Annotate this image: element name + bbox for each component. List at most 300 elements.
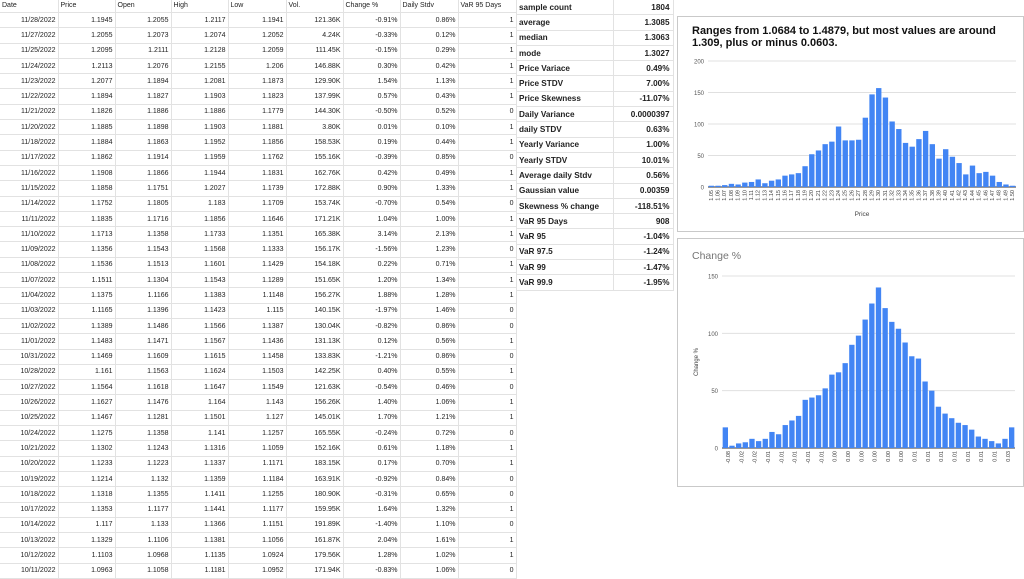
cell[interactable]: 156.27K xyxy=(286,288,343,303)
cell[interactable]: 0 xyxy=(458,380,516,395)
cell[interactable]: 1.133 xyxy=(115,517,171,532)
cell[interactable]: 1.1358 xyxy=(115,426,171,441)
cell[interactable]: 1 xyxy=(458,273,516,288)
cell[interactable]: 1.1823 xyxy=(228,89,286,104)
stat-value[interactable]: 0.63% xyxy=(613,122,673,137)
cell[interactable]: 1.46% xyxy=(400,303,458,318)
stat-label[interactable]: VaR 99 xyxy=(516,260,613,275)
cell[interactable]: 1.1884 xyxy=(58,135,115,150)
column-header[interactable]: High xyxy=(171,0,228,13)
cell[interactable]: -0.33% xyxy=(343,28,400,43)
cell[interactable]: 1.1467 xyxy=(58,410,115,425)
cell[interactable]: 179.56K xyxy=(286,548,343,563)
cell[interactable]: 1.32% xyxy=(400,502,458,517)
cell[interactable]: 1.40% xyxy=(343,395,400,410)
cell[interactable]: -1.56% xyxy=(343,242,400,257)
cell[interactable]: 10/24/2022 xyxy=(0,426,58,441)
cell[interactable]: 1.1886 xyxy=(171,104,228,119)
cell[interactable]: 1.1243 xyxy=(115,441,171,456)
cell[interactable]: 1.1483 xyxy=(58,334,115,349)
cell[interactable]: 1.1762 xyxy=(228,150,286,165)
cell[interactable]: 1.10% xyxy=(400,517,458,532)
cell[interactable]: 1.1752 xyxy=(58,196,115,211)
change-histogram-chart[interactable] xyxy=(677,238,1024,487)
cell[interactable]: 1 xyxy=(458,165,516,180)
cell[interactable]: 1.1171 xyxy=(228,456,286,471)
cell[interactable]: 1.1898 xyxy=(115,120,171,135)
cell[interactable]: 1.1894 xyxy=(58,89,115,104)
cell[interactable]: 11/14/2022 xyxy=(0,196,58,211)
cell[interactable]: 1.1618 xyxy=(115,380,171,395)
cell[interactable]: 1.117 xyxy=(58,517,115,532)
cell[interactable]: 1.1709 xyxy=(228,196,286,211)
cell[interactable]: 10/17/2022 xyxy=(0,502,58,517)
cell[interactable]: 0.65% xyxy=(400,487,458,502)
cell[interactable]: 1.1733 xyxy=(171,227,228,242)
stat-label[interactable]: average xyxy=(516,15,613,30)
stat-value[interactable]: 10.01% xyxy=(613,152,673,167)
cell[interactable]: 1.13% xyxy=(400,74,458,89)
cell[interactable]: 0.86% xyxy=(400,349,458,364)
cell[interactable]: 0 xyxy=(458,426,516,441)
cell[interactable]: 1.1436 xyxy=(228,334,286,349)
cell[interactable]: 1.1166 xyxy=(115,288,171,303)
cell[interactable]: 1 xyxy=(458,533,516,548)
cell[interactable]: 1.1383 xyxy=(171,288,228,303)
cell[interactable]: 1.2128 xyxy=(171,43,228,58)
cell[interactable]: 1.88% xyxy=(343,288,400,303)
cell[interactable]: 1.1863 xyxy=(115,135,171,150)
cell[interactable]: 1.2074 xyxy=(171,28,228,43)
cell[interactable]: 1 xyxy=(458,502,516,517)
stat-label[interactable]: VaR 99.9 xyxy=(516,275,613,290)
cell[interactable]: 1.23% xyxy=(400,242,458,257)
cell[interactable]: 11/25/2022 xyxy=(0,43,58,58)
stat-value[interactable]: 0.49% xyxy=(613,61,673,76)
cell[interactable]: -1.40% xyxy=(343,517,400,532)
cell[interactable]: 10/28/2022 xyxy=(0,364,58,379)
cell[interactable]: 10/12/2022 xyxy=(0,548,58,563)
cell[interactable]: 1 xyxy=(458,74,516,89)
cell[interactable]: 1.1646 xyxy=(228,211,286,226)
stat-label[interactable]: mode xyxy=(516,45,613,60)
cell[interactable]: 0.30% xyxy=(343,58,400,73)
cell[interactable]: 11/07/2022 xyxy=(0,273,58,288)
cell[interactable]: 1.04% xyxy=(343,211,400,226)
cell[interactable]: 154.18K xyxy=(286,257,343,272)
cell[interactable]: 0 xyxy=(458,517,516,532)
cell[interactable]: 1.2095 xyxy=(58,43,115,58)
cell[interactable]: 1 xyxy=(458,227,516,242)
cell[interactable]: 11/27/2022 xyxy=(0,28,58,43)
cell[interactable]: 10/11/2022 xyxy=(0,563,58,578)
cell[interactable]: 1.1914 xyxy=(115,150,171,165)
cell[interactable]: 1.1056 xyxy=(228,533,286,548)
cell[interactable]: 1.141 xyxy=(171,426,228,441)
cell[interactable]: 1.34% xyxy=(400,273,458,288)
cell[interactable]: 1.02% xyxy=(400,548,458,563)
cell[interactable]: 1.2117 xyxy=(171,13,228,28)
cell[interactable]: 1.1513 xyxy=(115,257,171,272)
cell[interactable]: 3.80K xyxy=(286,120,343,135)
cell[interactable]: 1.1429 xyxy=(228,257,286,272)
cell[interactable]: -0.31% xyxy=(343,487,400,502)
stat-label[interactable]: Price Variace xyxy=(516,61,613,76)
cell[interactable]: 1.1177 xyxy=(115,502,171,517)
cell[interactable]: 0.40% xyxy=(343,364,400,379)
cell[interactable]: 1.21% xyxy=(400,410,458,425)
cell[interactable]: 1.1615 xyxy=(171,349,228,364)
stat-value[interactable]: -11.07% xyxy=(613,91,673,106)
cell[interactable]: 1.2081 xyxy=(171,74,228,89)
cell[interactable]: 1.2077 xyxy=(58,74,115,89)
cell[interactable]: 10/26/2022 xyxy=(0,395,58,410)
cell[interactable]: 1.28% xyxy=(343,548,400,563)
cell[interactable]: 10/18/2022 xyxy=(0,487,58,502)
cell[interactable]: 1 xyxy=(458,28,516,43)
cell[interactable]: 0.43% xyxy=(400,89,458,104)
cell[interactable]: 151.65K xyxy=(286,273,343,288)
cell[interactable]: 1.1881 xyxy=(228,120,286,135)
cell[interactable]: 1.1396 xyxy=(115,303,171,318)
cell[interactable]: 1.20% xyxy=(343,273,400,288)
cell[interactable]: 1 xyxy=(458,13,516,28)
cell[interactable]: 1.1353 xyxy=(58,502,115,517)
cell[interactable]: 1.1318 xyxy=(58,487,115,502)
cell[interactable]: 1.2113 xyxy=(58,58,115,73)
cell[interactable]: 1 xyxy=(458,410,516,425)
stat-label[interactable]: Gaussian value xyxy=(516,183,613,198)
stat-value[interactable]: -1.47% xyxy=(613,260,673,275)
cell[interactable]: 162.76K xyxy=(286,165,343,180)
cell[interactable]: 11/24/2022 xyxy=(0,58,58,73)
column-header[interactable]: Change % xyxy=(343,0,400,13)
cell[interactable]: 1.0968 xyxy=(115,548,171,563)
stat-value[interactable]: 1.3085 xyxy=(613,15,673,30)
cell[interactable]: 1.1214 xyxy=(58,471,115,486)
cell[interactable]: 1.1106 xyxy=(115,533,171,548)
cell[interactable]: 1 xyxy=(458,456,516,471)
cell[interactable]: 1 xyxy=(458,135,516,150)
cell[interactable]: 10/19/2022 xyxy=(0,471,58,486)
cell[interactable]: 11/01/2022 xyxy=(0,334,58,349)
cell[interactable]: 3.14% xyxy=(343,227,400,242)
cell[interactable]: 1.2073 xyxy=(115,28,171,43)
stat-value[interactable]: 908 xyxy=(613,214,673,229)
cell[interactable]: 0.54% xyxy=(400,196,458,211)
cell[interactable]: 2.13% xyxy=(400,227,458,242)
cell[interactable]: 1.2052 xyxy=(228,28,286,43)
cell[interactable]: 133.83K xyxy=(286,349,343,364)
cell[interactable]: -0.82% xyxy=(343,318,400,333)
stat-label[interactable]: VaR 95 Days xyxy=(516,214,613,229)
cell[interactable]: 156.26K xyxy=(286,395,343,410)
cell[interactable]: 1.1151 xyxy=(228,517,286,532)
cell[interactable]: 1.1959 xyxy=(171,150,228,165)
stat-label[interactable]: VaR 95 xyxy=(516,229,613,244)
cell[interactable]: 1.1751 xyxy=(115,181,171,196)
cell[interactable]: 183.15K xyxy=(286,456,343,471)
cell[interactable]: 1.1375 xyxy=(58,288,115,303)
cell[interactable]: 1.1486 xyxy=(115,318,171,333)
column-header[interactable]: Vol. xyxy=(286,0,343,13)
cell[interactable]: 1.1952 xyxy=(171,135,228,150)
stat-value[interactable]: -1.95% xyxy=(613,275,673,290)
cell[interactable]: 1.1835 xyxy=(58,211,115,226)
cell[interactable]: 1.1716 xyxy=(115,211,171,226)
cell[interactable]: 4.24K xyxy=(286,28,343,43)
cell[interactable]: 1.1281 xyxy=(115,410,171,425)
column-header[interactable]: Open xyxy=(115,0,171,13)
cell[interactable]: 1 xyxy=(458,58,516,73)
cell[interactable]: 1 xyxy=(458,364,516,379)
stat-label[interactable]: Price Skewness xyxy=(516,91,613,106)
cell[interactable]: -0.15% xyxy=(343,43,400,58)
cell[interactable]: 11/10/2022 xyxy=(0,227,58,242)
cell[interactable]: 1.1903 xyxy=(171,120,228,135)
cell[interactable]: 1.1885 xyxy=(58,120,115,135)
cell[interactable]: 11/21/2022 xyxy=(0,104,58,119)
cell[interactable]: 1.1941 xyxy=(228,13,286,28)
cell[interactable]: 1.1471 xyxy=(115,334,171,349)
cell[interactable]: 0.52% xyxy=(400,104,458,119)
cell[interactable]: 1.1627 xyxy=(58,395,115,410)
cell[interactable]: 1.1886 xyxy=(115,104,171,119)
cell[interactable]: 10/14/2022 xyxy=(0,517,58,532)
cell[interactable]: 0 xyxy=(458,318,516,333)
cell[interactable]: 10/31/2022 xyxy=(0,349,58,364)
cell[interactable]: 1.1148 xyxy=(228,288,286,303)
cell[interactable]: 1.1858 xyxy=(58,181,115,196)
cell[interactable]: 142.25K xyxy=(286,364,343,379)
cell[interactable]: 1.06% xyxy=(400,395,458,410)
cell[interactable]: 1.1356 xyxy=(58,242,115,257)
cell[interactable]: 1.1543 xyxy=(115,242,171,257)
cell[interactable]: 1.18% xyxy=(400,441,458,456)
cell[interactable]: 1.1333 xyxy=(228,242,286,257)
cell[interactable]: 11/20/2022 xyxy=(0,120,58,135)
cell[interactable]: 1.2155 xyxy=(171,58,228,73)
cell[interactable]: 1.0963 xyxy=(58,563,115,578)
cell[interactable]: 1.33% xyxy=(400,181,458,196)
cell[interactable]: 1.1566 xyxy=(171,318,228,333)
cell[interactable]: 0.84% xyxy=(400,471,458,486)
cell[interactable]: 1 xyxy=(458,43,516,58)
cell[interactable]: 131.13K xyxy=(286,334,343,349)
cell[interactable]: 159.95K xyxy=(286,502,343,517)
cell[interactable]: 1 xyxy=(458,395,516,410)
cell[interactable]: 1.1302 xyxy=(58,441,115,456)
cell[interactable]: 1.183 xyxy=(171,196,228,211)
cell[interactable]: 121.36K xyxy=(286,13,343,28)
cell[interactable]: 1.2111 xyxy=(115,43,171,58)
stat-value[interactable]: 1804 xyxy=(613,0,673,15)
cell[interactable]: 0 xyxy=(458,303,516,318)
cell[interactable]: 158.53K xyxy=(286,135,343,150)
cell[interactable]: 1.1103 xyxy=(58,548,115,563)
column-header[interactable]: Low xyxy=(228,0,286,13)
cell[interactable]: 1 xyxy=(458,181,516,196)
cell[interactable]: 1.1366 xyxy=(171,517,228,532)
cell[interactable]: 1.1601 xyxy=(171,257,228,272)
cell[interactable]: 1.1351 xyxy=(228,227,286,242)
cell[interactable]: 1.1411 xyxy=(171,487,228,502)
cell[interactable]: 165.38K xyxy=(286,227,343,242)
cell[interactable]: 11/02/2022 xyxy=(0,318,58,333)
cell[interactable]: 1.70% xyxy=(343,410,400,425)
cell[interactable]: 0.71% xyxy=(400,257,458,272)
stat-value[interactable]: -118.51% xyxy=(613,198,673,213)
stat-value[interactable]: 0.56% xyxy=(613,168,673,183)
cell[interactable]: 165.55K xyxy=(286,426,343,441)
cell[interactable]: 10/27/2022 xyxy=(0,380,58,395)
cell[interactable]: -0.50% xyxy=(343,104,400,119)
cell[interactable]: 1.0924 xyxy=(228,548,286,563)
cell[interactable]: 1 xyxy=(458,120,516,135)
cell[interactable]: 1.1423 xyxy=(171,303,228,318)
cell[interactable]: 144.30K xyxy=(286,104,343,119)
cell[interactable]: 11/23/2022 xyxy=(0,74,58,89)
cell[interactable]: 1.1501 xyxy=(171,410,228,425)
cell[interactable]: 11/11/2022 xyxy=(0,211,58,226)
cell[interactable]: 1 xyxy=(458,257,516,272)
cell[interactable]: 0.19% xyxy=(343,135,400,150)
column-header[interactable]: Date xyxy=(0,0,58,13)
cell[interactable]: 1.127 xyxy=(228,410,286,425)
cell[interactable]: 1.1223 xyxy=(115,456,171,471)
stat-label[interactable]: sample count xyxy=(516,0,613,15)
cell[interactable]: 0 xyxy=(458,196,516,211)
cell[interactable]: 0 xyxy=(458,242,516,257)
cell[interactable]: 1.1511 xyxy=(58,273,115,288)
cell[interactable]: 1.1609 xyxy=(115,349,171,364)
stat-label[interactable]: daily STDV xyxy=(516,122,613,137)
cell[interactable]: 1.06% xyxy=(400,563,458,578)
cell[interactable]: 171.94K xyxy=(286,563,343,578)
stat-label[interactable]: VaR 97.5 xyxy=(516,244,613,259)
cell[interactable]: 0.56% xyxy=(400,334,458,349)
stat-label[interactable]: Skewness % change xyxy=(516,198,613,213)
cell[interactable]: 0 xyxy=(458,349,516,364)
cell[interactable]: 1.00% xyxy=(400,211,458,226)
cell[interactable]: 1.28% xyxy=(400,288,458,303)
cell[interactable]: 1.1779 xyxy=(228,104,286,119)
cell[interactable]: 0.29% xyxy=(400,43,458,58)
cell[interactable]: 1.1944 xyxy=(171,165,228,180)
cell[interactable]: 1.1826 xyxy=(58,104,115,119)
cell[interactable]: 1.1647 xyxy=(171,380,228,395)
cell[interactable]: 1.1165 xyxy=(58,303,115,318)
cell[interactable]: 1.2076 xyxy=(115,58,171,73)
cell[interactable]: 1.143 xyxy=(228,395,286,410)
cell[interactable]: 1.54% xyxy=(343,74,400,89)
cell[interactable]: 1.1476 xyxy=(115,395,171,410)
cell[interactable]: 1.1458 xyxy=(228,349,286,364)
price-histogram-chart[interactable] xyxy=(677,16,1024,232)
cell[interactable]: 1.1337 xyxy=(171,456,228,471)
stat-label[interactable]: Price STDV xyxy=(516,76,613,91)
cell[interactable]: 1.1903 xyxy=(171,89,228,104)
cell[interactable]: 172.88K xyxy=(286,181,343,196)
cell[interactable]: 0.17% xyxy=(343,456,400,471)
cell[interactable]: 0.46% xyxy=(400,380,458,395)
cell[interactable]: 1.2027 xyxy=(171,181,228,196)
cell[interactable]: 1.1441 xyxy=(171,502,228,517)
cell[interactable]: 1.1856 xyxy=(171,211,228,226)
cell[interactable]: 0 xyxy=(458,104,516,119)
cell[interactable]: 0.22% xyxy=(343,257,400,272)
cell[interactable]: 0.86% xyxy=(400,318,458,333)
cell[interactable]: -0.92% xyxy=(343,471,400,486)
cell[interactable]: 1.1908 xyxy=(58,165,115,180)
stat-label[interactable]: median xyxy=(516,30,613,45)
cell[interactable]: 1.1304 xyxy=(115,273,171,288)
cell[interactable]: 11/03/2022 xyxy=(0,303,58,318)
stat-value[interactable]: 7.00% xyxy=(613,76,673,91)
cell[interactable]: 1.1503 xyxy=(228,364,286,379)
cell[interactable]: 1 xyxy=(458,211,516,226)
cell[interactable]: 1.1255 xyxy=(228,487,286,502)
cell[interactable]: 1.206 xyxy=(228,58,286,73)
cell[interactable]: 1.115 xyxy=(228,303,286,318)
cell[interactable]: 1.1536 xyxy=(58,257,115,272)
cell[interactable]: 1.1329 xyxy=(58,533,115,548)
stat-value[interactable]: 1.3027 xyxy=(613,45,673,60)
cell[interactable]: 11/18/2022 xyxy=(0,135,58,150)
cell[interactable]: 11/15/2022 xyxy=(0,181,58,196)
cell[interactable]: 1.1355 xyxy=(115,487,171,502)
cell[interactable]: -0.39% xyxy=(343,150,400,165)
cell[interactable]: 0.42% xyxy=(400,58,458,73)
cell[interactable]: -0.83% xyxy=(343,563,400,578)
cell[interactable]: 0.72% xyxy=(400,426,458,441)
cell[interactable]: 1.1358 xyxy=(115,227,171,242)
cell[interactable]: 0.70% xyxy=(400,456,458,471)
cell[interactable]: -1.21% xyxy=(343,349,400,364)
cell[interactable]: 180.90K xyxy=(286,487,343,502)
cell[interactable]: 1.1257 xyxy=(228,426,286,441)
cell[interactable]: 0.42% xyxy=(343,165,400,180)
cell[interactable]: 0.55% xyxy=(400,364,458,379)
stat-value[interactable]: 0.0000397 xyxy=(613,107,673,122)
cell[interactable]: 1 xyxy=(458,441,516,456)
cell[interactable]: 2.04% xyxy=(343,533,400,548)
cell[interactable]: 11/28/2022 xyxy=(0,13,58,28)
cell[interactable]: 1.1059 xyxy=(228,441,286,456)
cell[interactable]: 11/16/2022 xyxy=(0,165,58,180)
cell[interactable]: 1.2055 xyxy=(58,28,115,43)
cell[interactable]: 1.1381 xyxy=(171,533,228,548)
cell[interactable]: 1.1873 xyxy=(228,74,286,89)
cell[interactable]: 1.1549 xyxy=(228,380,286,395)
cell[interactable]: 0.85% xyxy=(400,150,458,165)
cell[interactable]: 1.1289 xyxy=(228,273,286,288)
cell[interactable]: 1.2055 xyxy=(115,13,171,28)
cell[interactable]: 1.1181 xyxy=(171,563,228,578)
cell[interactable]: 0.86% xyxy=(400,13,458,28)
cell[interactable]: 1.64% xyxy=(343,502,400,517)
cell[interactable]: 1.164 xyxy=(171,395,228,410)
cell[interactable]: 1.1184 xyxy=(228,471,286,486)
cell[interactable]: 129.90K xyxy=(286,74,343,89)
cell[interactable]: 111.45K xyxy=(286,43,343,58)
cell[interactable]: 0 xyxy=(458,471,516,486)
cell[interactable]: 1.1389 xyxy=(58,318,115,333)
cell[interactable]: 0.10% xyxy=(400,120,458,135)
cell[interactable]: 1.0952 xyxy=(228,563,286,578)
column-header[interactable]: VaR 95 Days xyxy=(458,0,516,13)
cell[interactable]: 161.87K xyxy=(286,533,343,548)
